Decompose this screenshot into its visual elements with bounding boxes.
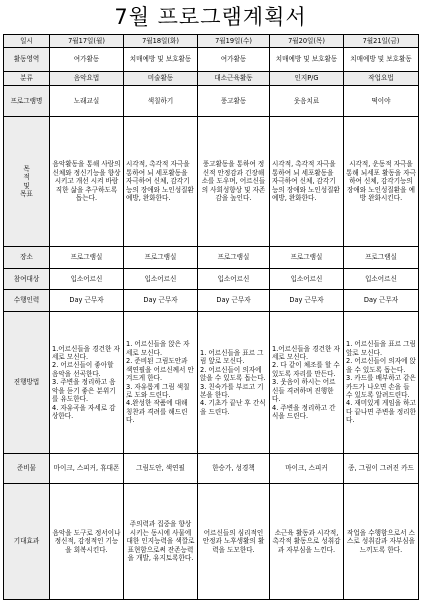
target-cell: 입소어르신	[124, 269, 198, 290]
staff-cell: Day 근무자	[270, 290, 344, 312]
category-cell: 미술활동	[124, 72, 198, 86]
row-date	[4, 35, 419, 48]
row-staff	[4, 290, 419, 312]
category-cell: 인지P/G	[270, 72, 344, 86]
method-step: 3. 카드를 배부하고 같은 카드가 나오면 손을 들 수 있도록 알려드린다.	[346, 374, 416, 399]
row-purpose	[4, 117, 419, 247]
supplies-cell: 종, 그림이 그려진 카드	[344, 454, 419, 484]
row-effect	[4, 484, 419, 600]
staff-cell: Day 근무자	[50, 290, 124, 312]
row-label-place: 장소	[4, 247, 50, 269]
purpose-cell: 시각적, 촉각적 자극을 통하여 뇌 세포활동을 자극하여 신체, 감각기능의 장애와 노인성질환 예방, 완화한다.	[270, 117, 344, 247]
row-label-program: 프로그램명	[4, 86, 50, 117]
program-cell: 색칠하기	[124, 86, 198, 117]
row-label-staff: 수행인력	[4, 290, 50, 312]
effect-cell: 소근육 활동과 시각적, 촉각적 활동으로 성취감과 자부심을 느낀다.	[270, 484, 344, 600]
row-label-area: 활동영역	[4, 48, 50, 72]
area-cell: 여가활동	[198, 48, 270, 72]
category-cell: 대소근육활동	[198, 72, 270, 86]
row-label-date: 일시	[4, 35, 50, 48]
supplies-cell: 그림도안, 색연필	[124, 454, 198, 484]
category-cell: 음악요법	[50, 72, 124, 86]
area-cell: 여가활동	[50, 48, 124, 72]
program-plan-table	[3, 34, 419, 600]
supplies-cell: 마이크, 스피커, 휴대폰	[50, 454, 124, 484]
target-cell: 입소어르신	[198, 269, 270, 290]
date-cell: 7월20일(목)	[270, 35, 344, 48]
area-cell: 치매예방 및 보호활동	[124, 48, 198, 72]
method-cell	[198, 312, 270, 454]
purpose-label-line: 목	[23, 164, 30, 173]
method-step: 1.어르신들을 경건한 자세로 모신다.	[52, 344, 120, 361]
method-step: 1. 어르신들을 앉은 자세로 모신다.	[126, 340, 190, 357]
method-cell	[124, 312, 198, 454]
effect-cell: 음악을 도구로 정서이나 정신적, 감정적인 기능을 회복시킨다.	[50, 484, 124, 600]
date-cell: 7월19일(수)	[198, 35, 270, 48]
page-title: 7월 프로그램계획서	[114, 5, 307, 29]
purpose-label-line: 및	[23, 181, 30, 190]
row-area	[4, 48, 419, 72]
program-cell: 웃음치료	[270, 86, 344, 117]
area-cell: 치매예방 및 보호활동	[344, 48, 419, 72]
method-step: 2. 다 같이 체조를 할 수 있도록 자리를 만든다.	[272, 361, 340, 378]
purpose-label-line: 목표	[20, 189, 33, 198]
purpose-cell: 시각적, 운동적 자극을 통해 뇌세포 활동을 자극하여 신체, 감각기능의 장애와 노인성질환을 예방 완화시킨다.	[344, 117, 419, 247]
method-step: 4. 재미있게 게임을 하고 다 끝나면 주변을 정리한다.	[346, 399, 416, 425]
place-cell: 프로그램실	[124, 247, 198, 269]
method-step: 1.어르신들을 경건한 자세로 모신다.	[272, 344, 340, 361]
category-cell: 작업요법	[344, 72, 419, 86]
method-step: 2. 어르신들이 의자에 앉을 수 있도록 돕는다.	[346, 357, 416, 374]
program-cell: 노래교실	[50, 86, 124, 117]
purpose-cell: 시각적, 촉각적 자극을 통하여 뇌 세포활동을 자극하여 신체, 감각기능의 장애와 노인성질환 예방, 완화한다.	[124, 117, 198, 247]
target-cell: 입소어르신	[50, 269, 124, 290]
method-step: 1. 어르신들을 표르 그림 앞로 모신다.	[200, 348, 264, 366]
row-supplies	[4, 454, 419, 484]
staff-cell: Day 근무자	[198, 290, 270, 312]
method-step: 2. 어르신들이 좋아할 음악을 선곡한다.	[52, 361, 114, 378]
method-step: 4.완성한 작품에 대해 칭찬과 격려를 해드린다.	[126, 399, 188, 425]
method-step: 2. 준비된 그림도안과 색연필을 어르신께서 안겨드게 한다.	[126, 357, 194, 383]
area-cell: 치매예방 및 보호활동	[270, 48, 344, 72]
method-step: 3. 자유롭게 그림 색칠로 도와 드린다.	[126, 382, 190, 399]
program-cell: 떡이야	[344, 86, 419, 117]
purpose-cell: 풍고활동을 통하여 정신적 안정감과 긴장해소를 도우며, 어르신들의 사회성향상 및 자존감을 높인다.	[198, 117, 270, 247]
method-cell	[344, 312, 419, 454]
date-cell: 7월21일(금)	[344, 35, 419, 48]
method-step: 2. 어르신들이 의자에 앉을 수 있도록 돕는다.	[200, 365, 266, 383]
supplies-cell: 한승가, 성경책	[198, 454, 270, 484]
method-step: 3. 웃음이 하시는 어르신들 격려하며 진행한다.	[272, 378, 336, 404]
place-cell: 프로그램실	[50, 247, 124, 269]
row-target	[4, 269, 419, 290]
row-method	[4, 312, 419, 454]
place-cell: 프로그램실	[344, 247, 419, 269]
row-label-target: 참여대상	[4, 269, 50, 290]
method-step: 4. 주변을 정리하고 간식을 드린다.	[272, 403, 336, 421]
row-label-category: 분류	[4, 72, 50, 86]
method-cell	[50, 312, 124, 454]
method-step: 3. 친숙가를 부르고 기본을 한다.	[200, 382, 264, 399]
method-step: 1. 어르신들을 표르 그림 앞로 모신다.	[346, 340, 416, 357]
row-label-supplies: 준비물	[4, 454, 50, 484]
row-place	[4, 247, 419, 269]
date-cell: 7월17일(월)	[50, 35, 124, 48]
method-cell	[270, 312, 344, 454]
target-cell: 입소어르신	[270, 269, 344, 290]
date-cell: 7월18일(화)	[124, 35, 198, 48]
staff-cell: Day 근무자	[344, 290, 419, 312]
purpose-cell: 음악활동을 통해 사람의 신체와 정신기능을 향상시키고 개선 시켜 바람직한 삶을 추구하도록 돕는다.	[50, 117, 124, 247]
effect-cell: 작업을 수행함으로서 스스로 성취감과 자부심을 느끼도록 한다.	[344, 484, 419, 600]
place-cell: 프로그램실	[198, 247, 270, 269]
row-label-purpose	[4, 117, 50, 247]
program-cell: 풍고활동	[198, 86, 270, 117]
method-step: 4. 자유곡을 자세로 감상한다.	[52, 403, 116, 421]
method-step: 4. 기초가 끝난 후 간식을 드린다.	[200, 399, 266, 416]
row-label-effect: 기대효과	[4, 484, 50, 600]
effect-cell: 주의력과 집중을 향상 시키는 동시에 사물에 대한 인지능력을 색깔로 표현함으로써 잔존능력을 개발, 유지토록한다.	[124, 484, 198, 600]
supplies-cell: 마이크, 스피커	[270, 454, 344, 484]
row-program	[4, 86, 419, 117]
purpose-label-line: 적	[23, 173, 30, 182]
staff-cell: Day 근무자	[124, 290, 198, 312]
target-cell: 입소어르신	[344, 269, 419, 290]
method-step: 3. 주변을 정리하고 음악을 듣기 좋은 분위기를 유도한다.	[52, 378, 116, 404]
place-cell: 프로그램실	[270, 247, 344, 269]
row-label-method: 진행방법	[4, 312, 50, 454]
row-category	[4, 72, 419, 86]
effect-cell: 어르신들의 심리적인 안정과 노후생활의 활력을 도모한다.	[198, 484, 270, 600]
